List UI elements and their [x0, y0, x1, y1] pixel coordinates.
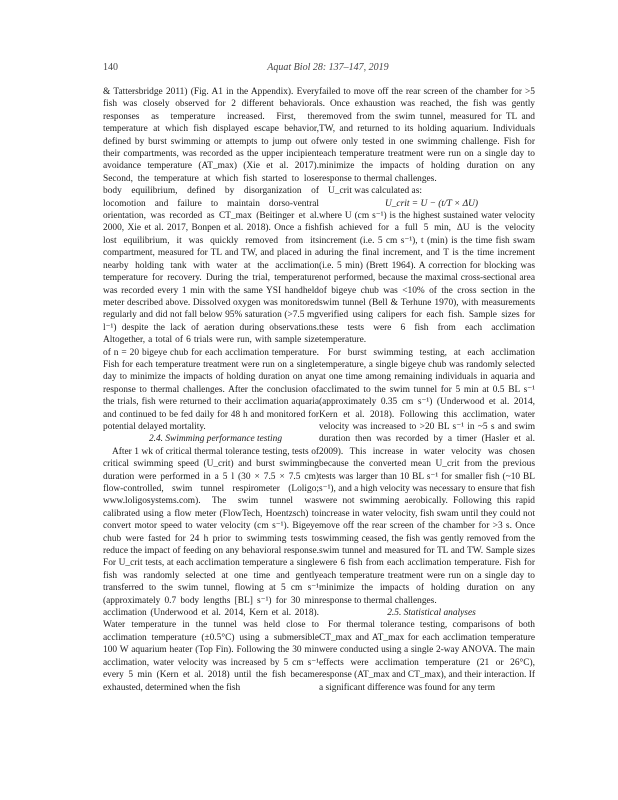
paragraph: After 1 wk of critical thermal tolerance testing, tests of critical swimming speed (U_crit) and burst swimming duration were performed in a 5 l (30 × 7.5 × 7.5 cm) flow-controlled, swim tunnel respirometer (Loligo; www.loligosystems.com). The swim tunnel was calibrated using a flow meter (FlowTech, Hoentzsch) to convert motor speed to water velocity (cm s⁻¹). Bigeye chub were fasted for 24 h prior to swimming tests to reduce the impact of feeding on any behavioral response. For U_crit tests, at each acclimation temperature a single fish was randomly selected at one time and gently transferred to the swim tunnel, flowing at 5 cm s⁻¹ (approximately 0.7 body lengths [BL] s⁻¹) for 30 min acclimation (Underwood et al. 2014, Kern et al. 2018). Water temperature in the tunnel was held close to acclimation temperature (±0.5°C) using a submersible 100 W aquarium heater (Top Fin). Following the 30 min acclimation, water velocity was increased by 5 cm s⁻¹ every 5 min (Kern et al. 2018) until the fish became exhausted, determined when the fish [103, 446, 319, 693]
paragraph: For burst swimming testing, at each acclimation temperature, a single bigeye chub was randomly selected at one time among remaining individuals in aquaria and acclimated to the swim tunnel for 5 min at 0.5 BL s⁻¹ (approximately 0.35 cm s⁻¹) (Underwood et al. 2014, Kern et al. 2018). Following this acclimation, water velocity was increased to >20 BL s⁻¹ in ~5 s and swim duration then was recorded by a timer (Hasler et al. 2009). This increase in water velocity was chosen because the converted mean U_crit from the previous tests was larger than 10 BL s⁻¹ for smaller fish (~10 BL s⁻¹), and a high velocity was necessary to ensure that fish were not swimming aerobically. Following this rapid increase in water velocity, fish swam until they could not move off the rear screen of the chamber for >3 s. Once swimming ceased, the fish was gently removed from the swim tunnel and measured for TL and TW. Sample sizes were 6 fish from each acclimation temperature. Fish for each temperature treatment were run on a single day to minimize the impacts of holding duration on any response to thermal challenges. [319, 347, 535, 606]
paragraph: failed to move off the rear screen of the chamber for >5 s. Once exhaustion was reached, the fish was gently removed from the swim tunnel, measured for TL and TW, and returned to its holding aquarium. Individuals were only tested in one swimming challenge. Fish for each temperature treatment were run on a single day to minimize the impacts of holding duration on any response to thermal challenges. [319, 87, 535, 184]
paragraph: & Tattersbridge 2011) (Fig. A1 in the Appendix). Every fish was closely observed for 2 different behavioral responses as temperature increased. First, the temperature at which fish displayed escape behavior, defined by burst swimming or attempts to jump out of their compartments, was recorded as the upper incipient avoidance temperature (AT_max) (Xie et al. 2017). Second, the temperature at which fish started to lose body equilibrium, defined by disorganization of locomotion and failure to maintain dorso-ventral orientation, was recorded as CT_max (Beitinger et al. 2000, Xie et al. 2017, Bonpen et al. 2018). Once a fish lost equilibrium, it was quickly removed from its compartment, measured for TL and TW, and placed in a nearby holding tank with water at the acclimation temperature for recovery. During the trial, temperature was recorded every 1 min with the same YSI handheld meter described above. Dissolved oxygen was monitored regularly and did not fall below 95% saturation (>7.5 mg l⁻¹) despite the lack of aeration during observations. Altogether, a total of 6 trials were run, with sample size of n = 20 bigeye chub for each acclimation temperature. Fish for each temperature treatment were run on a single day to minimize the impacts of holding duration on any response to thermal challenges. After the conclusion of the trials, fish were returned to their acclimation aquaria and continued to be fed daily for 48 h and monitored for potential delayed mortality. [103, 87, 319, 432]
section-heading: 2.5. Statistical analyses [387, 608, 476, 619]
paragraph: U_crit was calculated as: [328, 186, 422, 197]
section-heading: 2.4. Swimming performance testing [148, 434, 283, 445]
right-column [319, 86, 535, 694]
paragraph: where U (cm s⁻¹) is the highest sustained water velocity fish achieved for a full 5 min, ΔU is the velocity increment (i.e. 5 cm s⁻¹), t (min) is the time fish swam during the final increment, and T is the time increment (i.e. 5 min) (Brett 1964). A correction for blocking was not performed, because the maximal cross-sectional area of bigeye chub was <10% of the cross section in the swim tunnel (Bell & Terhune 1970), with measurements verified using calipers for each fish. Sample sizes for these tests were 6 fish from each acclimation temperature. [319, 211, 535, 346]
paragraph: For thermal tolerance testing, comparisons of both CT_max and AT_max for each acclimation temperature were conducted using a single 2-way ANOVA. The main effects were acclimation temperature (21 or 26°C), response (AT_max and CT_max), and their interaction. If a significant difference was found for any term [319, 620, 535, 693]
left-column [103, 86, 319, 694]
page-number: 140 [103, 62, 118, 73]
equation: U_crit = U − (t/T × ΔU) [384, 198, 479, 209]
journal-running-head: Aquat Biol 28: 137–147, 2019 [267, 62, 389, 73]
